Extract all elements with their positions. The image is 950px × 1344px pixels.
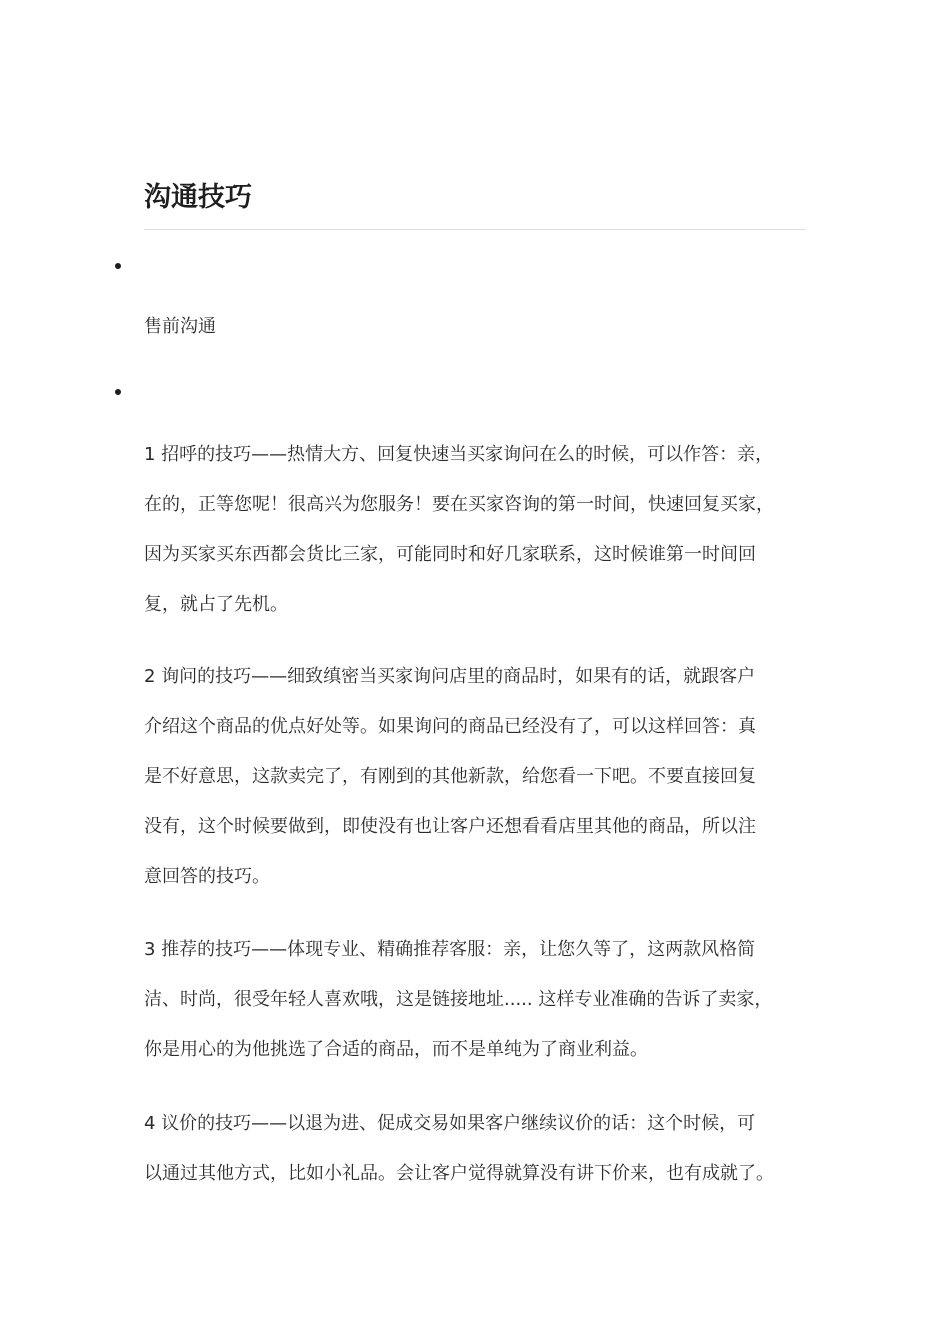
paragraph-line: 你是用心的为他挑选了合适的商品，而不是单纯为了商业利益。 (144, 1039, 648, 1060)
page-title: 沟通技巧 (144, 182, 252, 213)
list-bullet (115, 389, 121, 395)
paragraph-inquiry-skill (144, 652, 824, 902)
paragraph-line: 意回答的技巧。 (144, 866, 270, 887)
paragraph-line: 1 招呼的技巧——热情大方、回复快速当买家询问在么的时候，可以作答：亲， (144, 444, 774, 465)
paragraph-line: 3 推荐的技巧——体现专业、精确推荐客服：亲，让您久等了，这两款风格简 (144, 939, 756, 960)
title-divider (144, 229, 806, 230)
paragraph-line: 是不好意思，这款卖完了，有刚到的其他新款，给您看一下吧。不要直接回复 (144, 766, 756, 787)
paragraph-line: 因为买家买东西都会货比三家，可能同时和好几家联系，这时候谁第一时间回 (144, 544, 756, 565)
list-bullet (115, 263, 121, 269)
paragraph-bargain-skill (144, 1099, 824, 1199)
paragraph-line: 介绍这个商品的优点好处等。如果询问的商品已经没有了，可以这样回答：真 (144, 716, 756, 737)
paragraph-line: 4 议价的技巧——以退为进、促成交易如果客户继续议价的话：这个时候，可 (144, 1113, 756, 1134)
paragraph-line: 复，就占了先机。 (144, 594, 288, 615)
paragraph-line: 在的，正等您呢！很高兴为您服务！要在买家咨询的第一时间，快速回复买家， (144, 494, 774, 515)
paragraph-recommend-skill (144, 925, 824, 1075)
paragraph-line: 2 询问的技巧——细致缜密当买家询问店里的商品时，如果有的话，就跟客户 (144, 666, 756, 687)
paragraph-line: 洁、时尚，很受年轻人喜欢哦，这是链接地址..... 这样专业准确的告诉了卖家， (144, 989, 773, 1010)
paragraph-greeting-skill (144, 430, 824, 630)
paragraph-line: 没有，这个时候要做到，即使没有也让客户还想看看店里其他的商品，所以注 (144, 816, 756, 837)
section-heading: 售前沟通 (144, 316, 216, 337)
paragraph-line: 以通过其他方式，比如小礼品。会让客户觉得就算没有讲下价来，也有成就了。 (144, 1163, 774, 1184)
